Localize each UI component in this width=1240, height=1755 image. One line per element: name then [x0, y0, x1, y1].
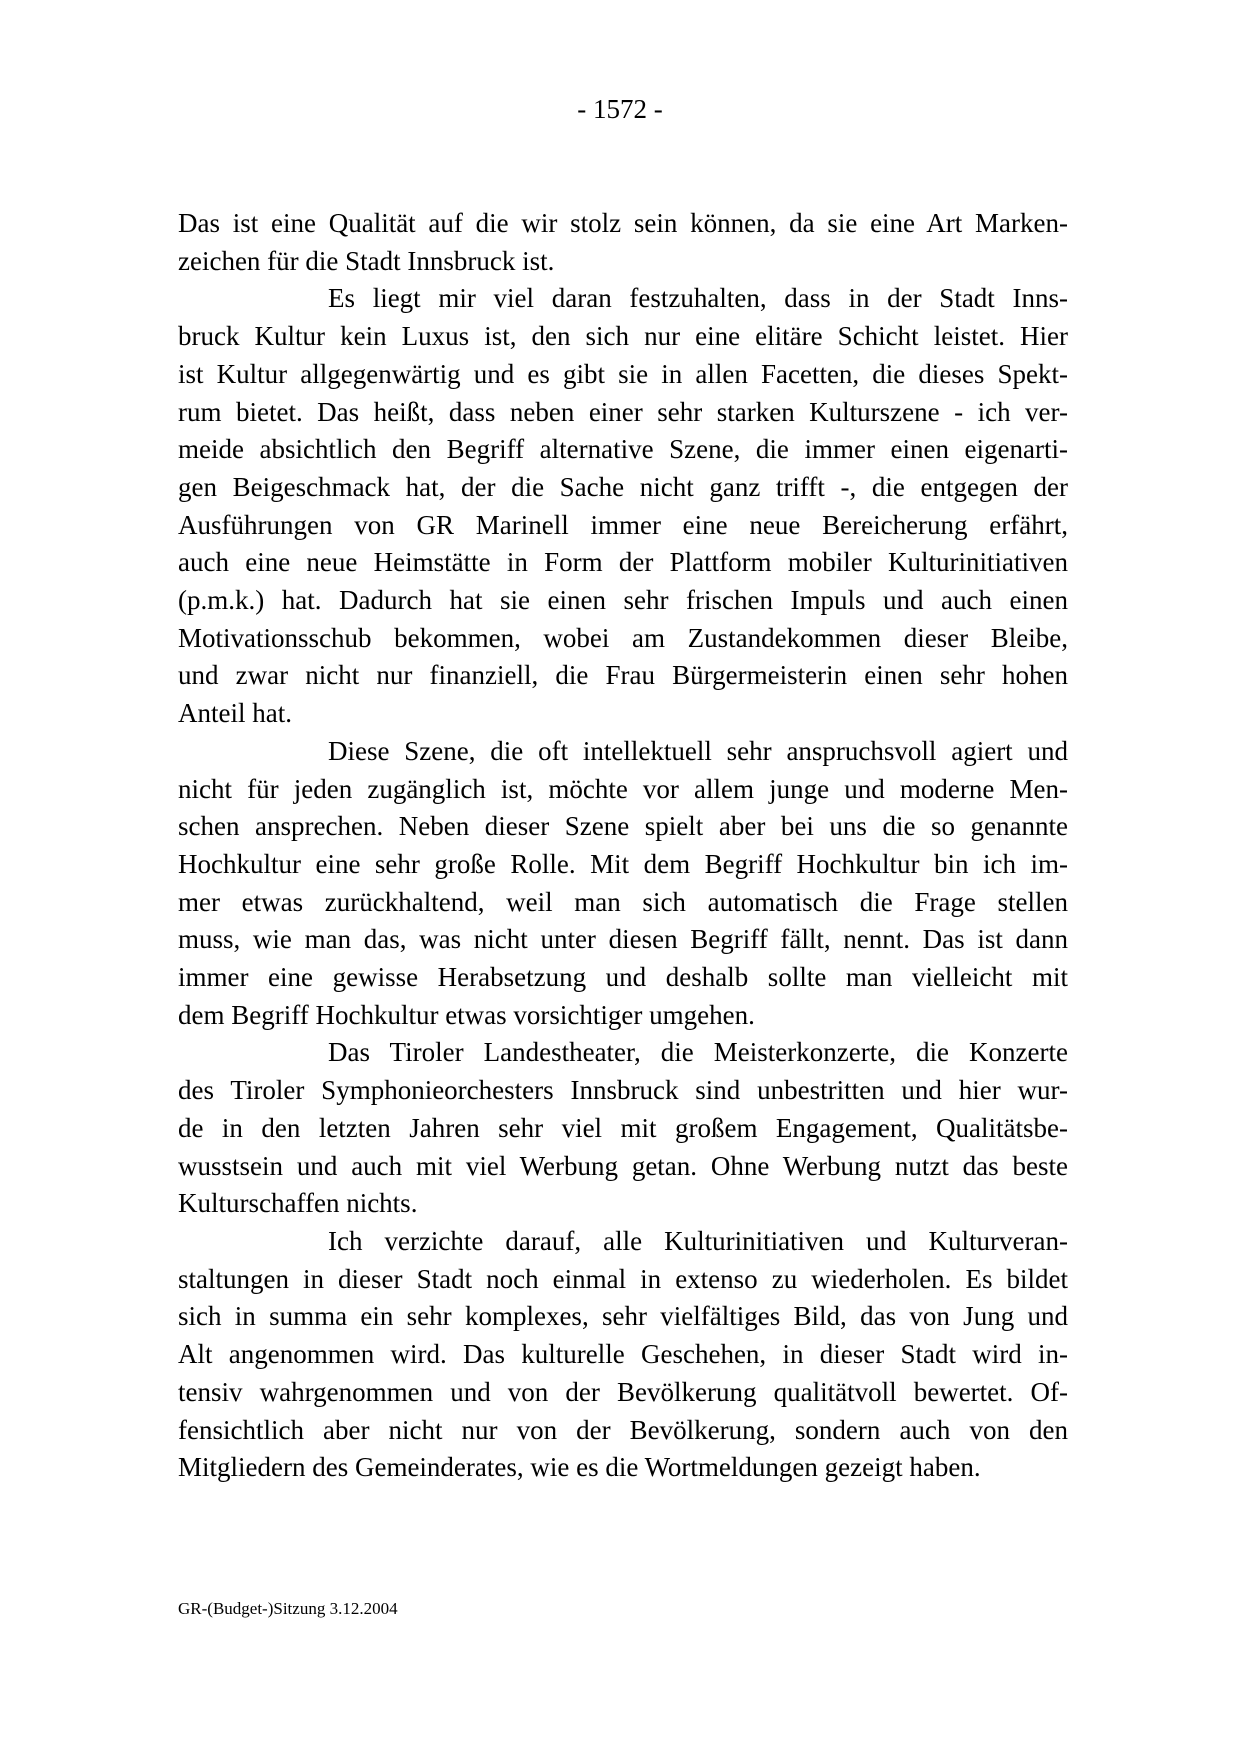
text-line: ist Kultur allgegenwärtig und es gibt sie in allen Facetten, die dieses Spekt-: [178, 358, 1068, 389]
text-line: Es liegt mir viel daran festzuhalten, dass in der Stadt Inns-: [328, 283, 1068, 314]
text-line: (p.m.k.) hat. Dadurch hat sie einen sehr frischen Impuls und auch einen: [178, 585, 1068, 616]
paragraph: [178, 733, 1068, 1035]
text-line: zeichen für die Stadt Innsbruck ist.: [178, 245, 555, 276]
text-line: Alt angenommen wird. Das kulturelle Geschehen, in dieser Stadt wird in-: [178, 1339, 1068, 1370]
text-line: Das ist eine Qualität auf die wir stolz sein können, da sie eine Art Marken-: [178, 208, 1068, 238]
page-number: - 1572 -: [577, 94, 663, 124]
text-line: meide absichtlich den Begriff alternative Szene, die immer einen eigenarti-: [178, 434, 1068, 465]
paragraph: [178, 1223, 1068, 1487]
text-line: und zwar nicht nur finanziell, die Frau Bürgermeisterin einen sehr hohen: [178, 660, 1068, 691]
text-line: Ausführungen von GR Marinell immer eine neue Bereicherung erfährt,: [178, 509, 1068, 540]
text-line: fensichtlich aber nicht nur von der Bevölkerung, sondern auch von den: [178, 1414, 1068, 1445]
paragraph: [178, 1034, 1068, 1223]
text-line: tensiv wahrgenommen und von der Bevölkerung qualitätvoll bewertet. Of-: [178, 1376, 1068, 1407]
text-line: Kulturschaffen nichts.: [178, 1188, 418, 1219]
footer-session-label: GR-(Budget-)Sitzung 3.12.2004: [178, 1599, 398, 1618]
text-line: immer eine gewisse Herabsetzung und deshalb sollte man vielleicht mit: [178, 962, 1068, 993]
text-line: rum bietet. Das heißt, dass neben einer sehr starken Kulturszene - ich ver-: [178, 396, 1068, 427]
text-line: bruck Kultur kein Luxus ist, den sich nur eine elitäre Schicht leistet. Hier: [178, 321, 1068, 352]
text-line: Ich verzichte darauf, alle Kulturinitiativen und Kulturveran-: [328, 1225, 1068, 1256]
text-line: sich in summa ein sehr komplexes, sehr vielfältiges Bild, das von Jung und: [178, 1301, 1068, 1332]
text-line: Das Tiroler Landestheater, die Meisterkonzerte, die Konzerte: [328, 1037, 1068, 1068]
paragraph: [178, 280, 1068, 732]
paragraph: [178, 205, 1068, 280]
text-line: Motivationsschub bekommen, wobei am Zustandekommen dieser Bleibe,: [178, 622, 1068, 653]
body-text: [178, 205, 1068, 1487]
text-line: Diese Szene, die oft intellektuell sehr anspruchsvoll agiert und: [328, 735, 1068, 766]
text-line: nicht für jeden zugänglich ist, möchte vor allem junge und moderne Men-: [178, 773, 1068, 804]
text-line: muss, wie man das, was nicht unter diesen Begriff fällt, nennt. Das ist dann: [178, 924, 1068, 955]
text-line: mer etwas zurückhaltend, weil man sich automatisch die Frage stellen: [178, 886, 1068, 917]
text-line: dem Begriff Hochkultur etwas vorsichtiger umgehen.: [178, 999, 755, 1030]
text-line: auch eine neue Heimstätte in Form der Plattform mobiler Kulturinitiativen: [178, 547, 1068, 578]
text-line: Anteil hat.: [178, 698, 292, 729]
text-line: schen ansprechen. Neben dieser Szene spielt aber bei uns die so genannte: [178, 811, 1068, 842]
text-line: wusstsein und auch mit viel Werbung getan. Ohne Werbung nutzt das beste: [178, 1150, 1068, 1181]
text-line: de in den letzten Jahren sehr viel mit großem Engagement, Qualitätsbe-: [178, 1112, 1068, 1143]
text-line: gen Beigeschmack hat, der die Sache nicht ganz trifft -, die entgegen der: [178, 471, 1068, 502]
text-line: staltungen in dieser Stadt noch einmal in extenso zu wiederholen. Es bildet: [178, 1263, 1068, 1294]
text-line: Hochkultur eine sehr große Rolle. Mit dem Begriff Hochkultur bin ich im-: [178, 848, 1068, 879]
text-line: des Tiroler Symphonieorchesters Innsbruck sind unbestritten und hier wur-: [178, 1075, 1068, 1106]
text-line: Mitgliedern des Gemeinderates, wie es die Wortmeldungen gezeigt haben.: [178, 1452, 981, 1483]
